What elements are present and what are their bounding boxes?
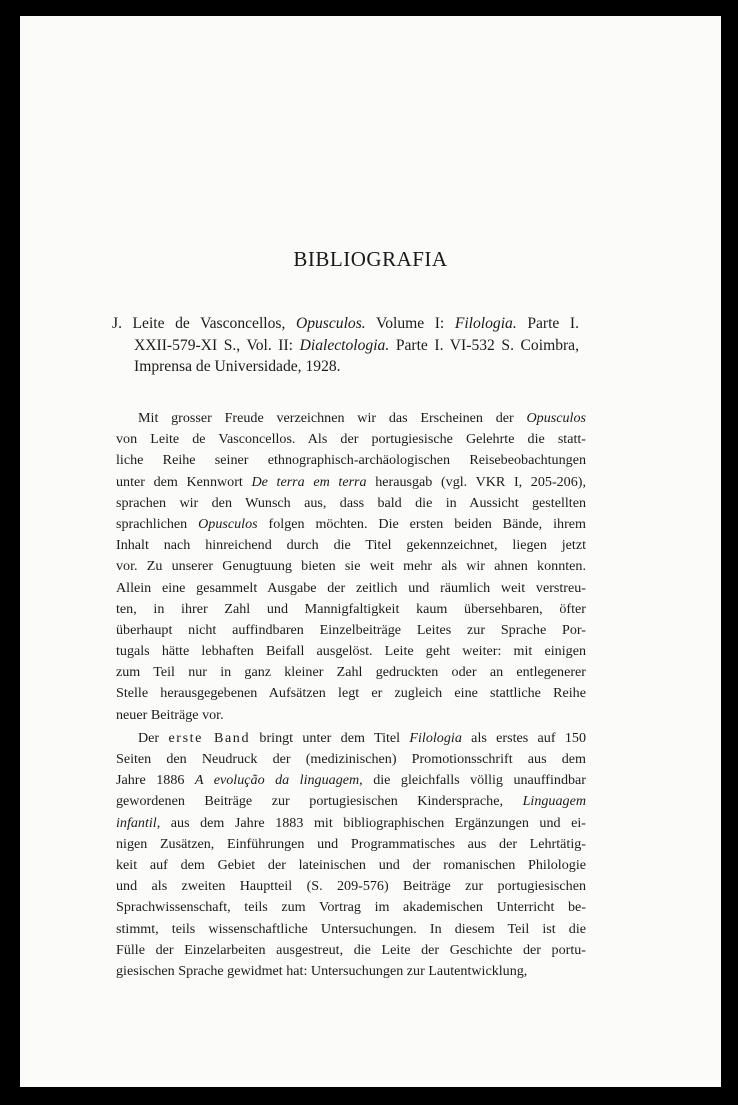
text-run: Parte I. (516, 315, 579, 332)
text-line (116, 662, 586, 683)
text-run: sprachen wir den Wunsch aus, dass bald die in Aussicht gestellten (116, 494, 586, 511)
text-run: unter dem Kennwort (116, 473, 252, 490)
text-run: vor. Zu unserer Genugtuung bieten sie weit mehr als wir ahnen konnten. (116, 558, 586, 575)
text-run: Seiten den Neudruck der (medizinischen) Promotionsschrift aus dem (116, 751, 586, 767)
text-run: aus dem Jahre 1883 mit bibliographischen Ergänzungen und ei- (160, 814, 586, 831)
italic-title: Linguagem (522, 793, 586, 810)
text-run: giesischen Sprache gewidmet hat: Untersuchungen zur Lautentwicklung, (116, 962, 528, 979)
document-page (20, 16, 721, 1087)
paragraph (116, 728, 586, 982)
text-run: und als zweiten Hauptteil (S. 209-576) Beiträge zur portugiesischen (116, 878, 586, 895)
text-line (116, 940, 586, 961)
text-line (116, 749, 586, 770)
italic-title: Filologia. (454, 315, 517, 332)
text-run: XXII-579-XI S., Vol. II: (134, 336, 300, 354)
text-line (116, 813, 586, 834)
text-line (116, 620, 586, 641)
text-line (116, 876, 586, 897)
text-run: neuer Beiträge vor. (116, 706, 224, 723)
text-run: stimmt, teils wissenschaftliche Untersuchungen. In diesem Teil ist die (116, 920, 586, 937)
text-run: von Leite de Vasconcellos. Als der portugiesische Gelehrte die statt- (116, 431, 586, 448)
text-run: Jahre 1886 (116, 772, 195, 789)
text-line (116, 791, 586, 812)
text-line (116, 408, 586, 429)
text-run: ten, in ihrer Zahl und Mannigfaltigkeit kaum übersehbaren, öfter (116, 600, 586, 617)
text-run: überhaupt nicht auffindbaren Einzelbeiträge Leites zur Sprache Por- (116, 621, 586, 638)
citation-line (112, 356, 579, 378)
text-run: keit auf dem Gebiet der lateinischen und der romanischen Philologie (116, 856, 586, 873)
text-line (116, 728, 586, 749)
italic-title: infantil, (116, 814, 161, 831)
text-line (116, 919, 586, 940)
text-run: Volume I: (365, 315, 455, 332)
citation-line (112, 335, 579, 357)
text-run: Inhalt nach hinreichend durch die Titel gekennzeichnet, liegen jetzt (116, 537, 586, 554)
text-run: Fülle der Einzelarbeiten ausgestreut, die Leite der Geschichte der portu- (116, 941, 586, 958)
bibliographic-citation (112, 313, 579, 378)
text-run: tugals hätte lebhaften Beifall ausgelöst. Leite geht weiter: mit einigen (116, 643, 586, 660)
text-line (116, 961, 586, 982)
text-run: gewordenen Beiträge zur portugiesischen Kindersprache, (116, 793, 523, 810)
text-run: Allein eine gesammelt Ausgabe der zeitlich und räumlich weit verstreu- (116, 579, 586, 596)
text-run: Imprensa de Universidade, 1928. (134, 358, 341, 375)
text-line (116, 450, 586, 471)
text-run: Stelle herausgegebenen Aufsätzen legt er zugleich eine stattliche Reihe (116, 685, 586, 702)
spaced-emphasis: erste Band (168, 729, 251, 746)
text-run: Der (138, 729, 169, 746)
text-line (116, 770, 586, 791)
text-line (116, 578, 586, 599)
text-line (116, 641, 586, 662)
text-line (116, 683, 586, 704)
text-run: J. Leite de Vasconcellos, (112, 315, 296, 332)
text-line (116, 472, 586, 493)
text-run: zum Teil nur in ganz kleiner Zahl gedruckten oder an entlegenerer (116, 664, 586, 681)
text-line (116, 514, 586, 535)
italic-title: A evolução da linguagem, (194, 772, 363, 789)
text-run: als erstes auf 150 (461, 729, 586, 746)
review-body (116, 408, 586, 982)
text-line (116, 556, 586, 577)
page-title: BIBLIOGRAFIA (293, 247, 448, 271)
italic-title: Dialectologia. (299, 336, 390, 354)
text-run: herausgab (vgl. VKR I, 205-206), (366, 473, 586, 490)
italic-title: Opusculos (198, 515, 258, 532)
text-run: liche Reihe seiner ethnographisch-archäologischen Reisebeobachtungen (116, 452, 586, 469)
italic-title: Opusculos. (295, 315, 366, 332)
text-line (116, 535, 586, 556)
text-run: nigen Zusätzen, Einführungen und Programmatisches aus der Lehrtätig- (116, 835, 586, 852)
text-line (116, 705, 586, 726)
italic-title: Filologia (409, 729, 462, 746)
text-line (116, 834, 586, 855)
text-run: bringt unter dem Titel (250, 729, 410, 746)
italic-title: De terra em terra (251, 473, 367, 490)
paragraph (116, 408, 586, 726)
text-run: die gleichfalls völlig unauffindbar (362, 772, 586, 789)
italic-title: Opusculos (526, 410, 586, 426)
text-line (116, 599, 586, 620)
text-line (116, 855, 586, 876)
text-run: Mit grosser Freude verzeichnen wir das Erscheinen der (138, 410, 527, 426)
text-run: sprachlichen (116, 515, 199, 532)
text-run: Sprachwissenschaft, teils zum Vortrag im akademischen Unterricht be- (116, 899, 586, 916)
text-line (116, 429, 586, 450)
text-line (116, 493, 586, 514)
text-run: folgen möchten. Die ersten beiden Bände, ihrem (257, 515, 586, 532)
text-run: Parte I. VI-532 S. Coimbra, (389, 336, 580, 354)
text-line (116, 897, 586, 918)
citation-line (112, 313, 579, 335)
